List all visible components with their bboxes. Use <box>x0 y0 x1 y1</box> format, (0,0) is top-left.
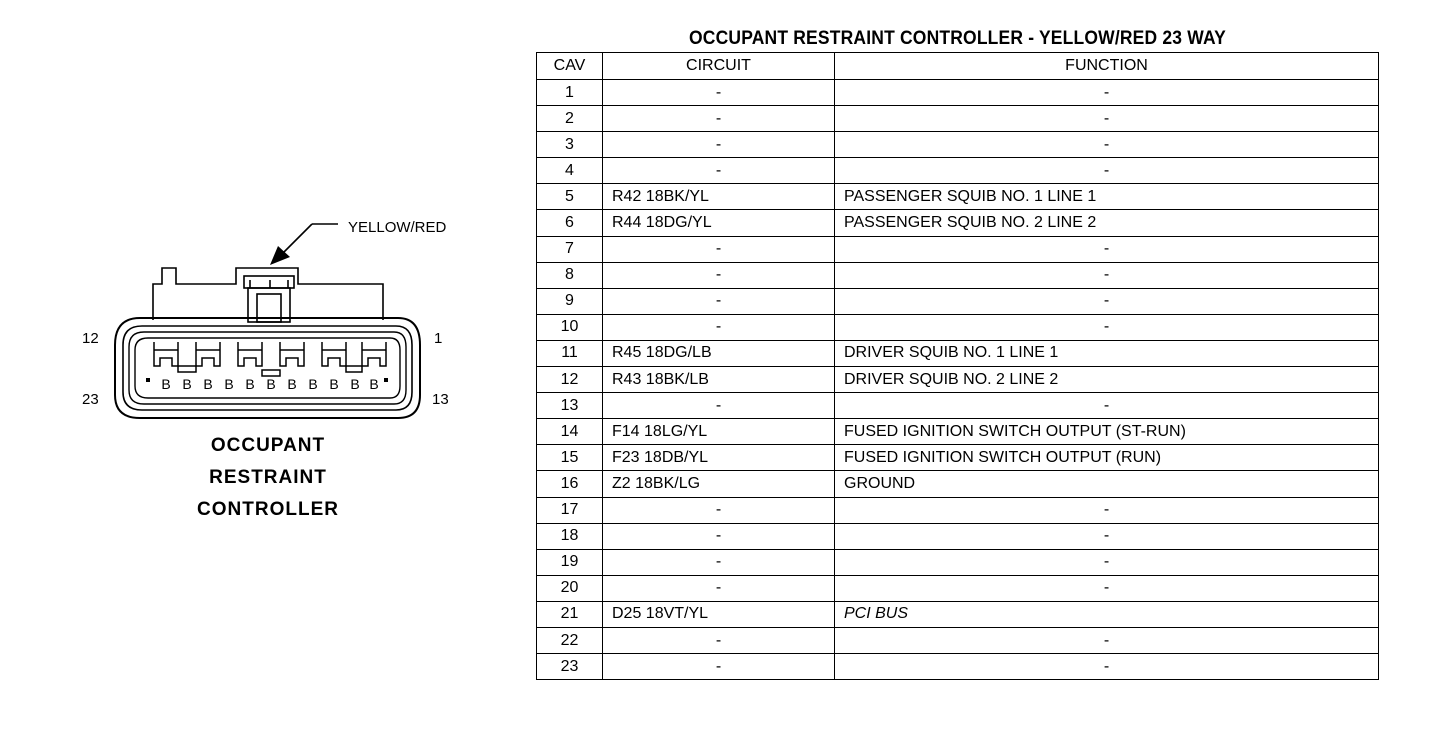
cell-function: FUSED IGNITION SWITCH OUTPUT (RUN) <box>835 445 1379 471</box>
cell-cav: 10 <box>537 314 603 340</box>
svg-text:B: B <box>245 376 255 392</box>
cell-cav: 14 <box>537 419 603 445</box>
cell-function: - <box>835 654 1379 680</box>
cell-function: - <box>835 236 1379 262</box>
connector-body <box>115 318 420 418</box>
cell-circuit: F23 18DB/YL <box>603 445 835 471</box>
svg-text:B: B <box>329 376 339 392</box>
cell-circuit: R43 18BK/LB <box>603 367 835 393</box>
table-row <box>537 367 1379 393</box>
svg-text:B: B <box>182 376 192 392</box>
table-row <box>537 393 1379 419</box>
cell-function: - <box>835 132 1379 158</box>
cell-circuit: - <box>603 627 835 653</box>
cell-cav: 3 <box>537 132 603 158</box>
svg-text:B: B <box>308 376 318 392</box>
lower-terminal-row <box>146 376 388 392</box>
cell-cav: 15 <box>537 445 603 471</box>
cell-function: - <box>835 393 1379 419</box>
cell-circuit: - <box>603 236 835 262</box>
cell-function: - <box>835 627 1379 653</box>
header-circuit: CIRCUIT <box>603 53 835 80</box>
cell-function: - <box>835 106 1379 132</box>
cell-circuit: - <box>603 262 835 288</box>
cell-circuit: - <box>603 132 835 158</box>
table-row <box>537 288 1379 314</box>
header-function: FUNCTION <box>835 53 1379 80</box>
cell-circuit: - <box>603 575 835 601</box>
cell-circuit: - <box>603 654 835 680</box>
cell-function: - <box>835 262 1379 288</box>
cell-cav: 6 <box>537 210 603 236</box>
cell-function: - <box>835 80 1379 106</box>
connector-diagram <box>70 200 470 530</box>
cell-cav: 8 <box>537 262 603 288</box>
cell-function: - <box>835 158 1379 184</box>
svg-text:B: B <box>287 376 297 392</box>
svg-text:B: B <box>369 376 379 392</box>
cell-circuit: - <box>603 523 835 549</box>
cell-cav: 9 <box>537 288 603 314</box>
table-row <box>537 314 1379 340</box>
cell-function: PCI BUS <box>835 601 1379 627</box>
cell-function: DRIVER SQUIB NO. 2 LINE 2 <box>835 367 1379 393</box>
cell-cav: 13 <box>537 393 603 419</box>
table-row <box>537 601 1379 627</box>
table-row <box>537 158 1379 184</box>
cell-circuit: - <box>603 158 835 184</box>
cell-function: PASSENGER SQUIB NO. 1 LINE 1 <box>835 184 1379 210</box>
table-row <box>537 471 1379 497</box>
callout-label: YELLOW/RED <box>348 219 447 236</box>
cell-circuit: F14 18LG/YL <box>603 419 835 445</box>
pin-label-23: 23 <box>82 391 99 408</box>
cell-cav: 23 <box>537 654 603 680</box>
table-row <box>537 445 1379 471</box>
svg-text:B: B <box>224 376 234 392</box>
table-row <box>537 627 1379 653</box>
cell-function: - <box>835 497 1379 523</box>
cell-function: - <box>835 288 1379 314</box>
cell-cav: 7 <box>537 236 603 262</box>
table-title: OCCUPANT RESTRAINT CONTROLLER - YELLOW/RED 23 WAY <box>688 28 1226 49</box>
table-row <box>537 184 1379 210</box>
cell-function: FUSED IGNITION SWITCH OUTPUT (ST-RUN) <box>835 419 1379 445</box>
table-row <box>537 106 1379 132</box>
cell-function: - <box>835 549 1379 575</box>
connector-caption <box>197 435 339 520</box>
cell-circuit: - <box>603 288 835 314</box>
header-cav: CAV <box>537 53 603 80</box>
svg-text:B: B <box>203 376 213 392</box>
svg-text:B: B <box>350 376 360 392</box>
cell-function: PASSENGER SQUIB NO. 2 LINE 2 <box>835 210 1379 236</box>
callout-arrow <box>270 224 338 265</box>
cell-cav: 11 <box>537 340 603 366</box>
cell-cav: 16 <box>537 471 603 497</box>
table-row <box>537 210 1379 236</box>
cell-cav: 12 <box>537 367 603 393</box>
cell-circuit: - <box>603 497 835 523</box>
caption-line-1: OCCUPANT <box>210 435 326 456</box>
pin-label-1: 1 <box>434 330 443 347</box>
cell-cav: 20 <box>537 575 603 601</box>
svg-text:B: B <box>161 376 171 392</box>
cell-circuit: R44 18DG/YL <box>603 210 835 236</box>
table-row <box>537 549 1379 575</box>
cell-function: - <box>835 523 1379 549</box>
cell-circuit: R42 18BK/YL <box>603 184 835 210</box>
cell-circuit: D25 18VT/YL <box>603 601 835 627</box>
cell-cav: 22 <box>537 627 603 653</box>
cell-circuit: - <box>603 80 835 106</box>
table-row <box>537 236 1379 262</box>
cell-circuit: - <box>603 106 835 132</box>
table-row <box>537 497 1379 523</box>
caption-line-2: RESTRAINT <box>209 467 327 488</box>
table-body <box>537 80 1379 680</box>
cell-circuit: R45 18DG/LB <box>603 340 835 366</box>
cell-cav: 4 <box>537 158 603 184</box>
table-row <box>537 132 1379 158</box>
pin-label-13: 13 <box>432 391 449 408</box>
table-header-row <box>537 53 1379 80</box>
table-row <box>537 340 1379 366</box>
table-row <box>537 80 1379 106</box>
connector-housing-top <box>153 268 383 322</box>
cell-cav: 2 <box>537 106 603 132</box>
cell-function: GROUND <box>835 471 1379 497</box>
cell-function: DRIVER SQUIB NO. 1 LINE 1 <box>835 340 1379 366</box>
pinout-table <box>536 52 1379 680</box>
pin-label-12: 12 <box>82 330 99 347</box>
table-row <box>537 523 1379 549</box>
svg-text:B: B <box>266 376 276 392</box>
table-row <box>537 419 1379 445</box>
cell-cav: 18 <box>537 523 603 549</box>
cell-cav: 19 <box>537 549 603 575</box>
table-row <box>537 575 1379 601</box>
cell-cav: 1 <box>537 80 603 106</box>
cell-cav: 5 <box>537 184 603 210</box>
cell-function: - <box>835 314 1379 340</box>
cell-cav: 17 <box>537 497 603 523</box>
cell-function: - <box>835 575 1379 601</box>
table-row <box>537 262 1379 288</box>
cell-circuit: - <box>603 393 835 419</box>
caption-line-3: CONTROLLER <box>197 499 339 520</box>
upper-terminal-row <box>154 342 386 376</box>
cell-cav: 21 <box>537 601 603 627</box>
table-row <box>537 654 1379 680</box>
cell-circuit: - <box>603 314 835 340</box>
cell-circuit: Z2 18BK/LG <box>603 471 835 497</box>
cell-circuit: - <box>603 549 835 575</box>
